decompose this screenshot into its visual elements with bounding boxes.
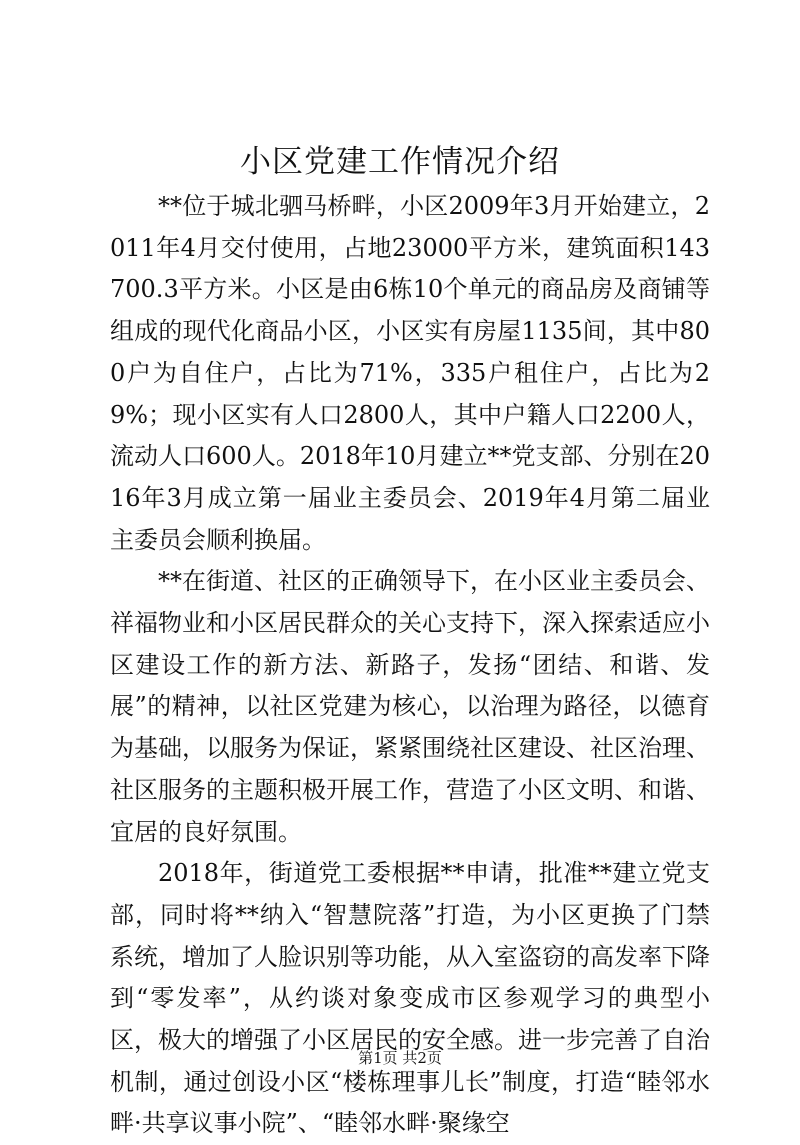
document-title: 小区党建工作情况介绍: [240, 144, 560, 180]
paragraph-1: **位于城北驷马桥畔，小区2009年3月开始建立，2011年4月交付使用，占地23000平方米，建筑面积143700.3平方米。小区是由6栋10个单元的商品房及商铺等组成的现代化商品小区，小区实有房屋1135间，其中800户为自住户，占比为71%，335户租住户，占比为29%；现小区实有人口2800人，其中户籍人口2200人，流动人口600人。2018年10月建立**党支部、分别在2016年3月成立第一届业主委员会、2019年4月第二届业主委员会顺利换届。: [110, 192, 710, 554]
paragraph-2: **在街道、社区的正确领导下，在小区业主委员会、祥福物业和小区居民群众的关心支持下，深入探索适应小区建设工作的新方法、新路子，发扬“团结、和谐、发展”的精神，以社区党建为核心，以治理为路径，以德育为基础，以服务为保证，紧紧围绕社区建设、社区治理、社区服务的主题积极开展工作，营造了小区文明、和谐、宜居的良好氛围。: [110, 567, 710, 846]
paragraph-3: 2018年，街道党工委根据**申请，批准**建立党支部，同时将**纳入“智慧院落”打造，为小区更换了门禁系统，增加了人脸识别等功能，从入室盗窃的高发率下降到“零发率”，从约谈对象变成市区参观学习的典型小区，极大的增强了小区居民的安全感。进一步完善了自治机制，通过创设小区“楼栋理事儿长”制度，打造“睦邻水畔·共享议事小院”、“睦邻水畔·聚缘空: [110, 859, 710, 1138]
document-body: [110, 186, 710, 1145]
page-footer: 第1页 共2页: [358, 1049, 442, 1067]
